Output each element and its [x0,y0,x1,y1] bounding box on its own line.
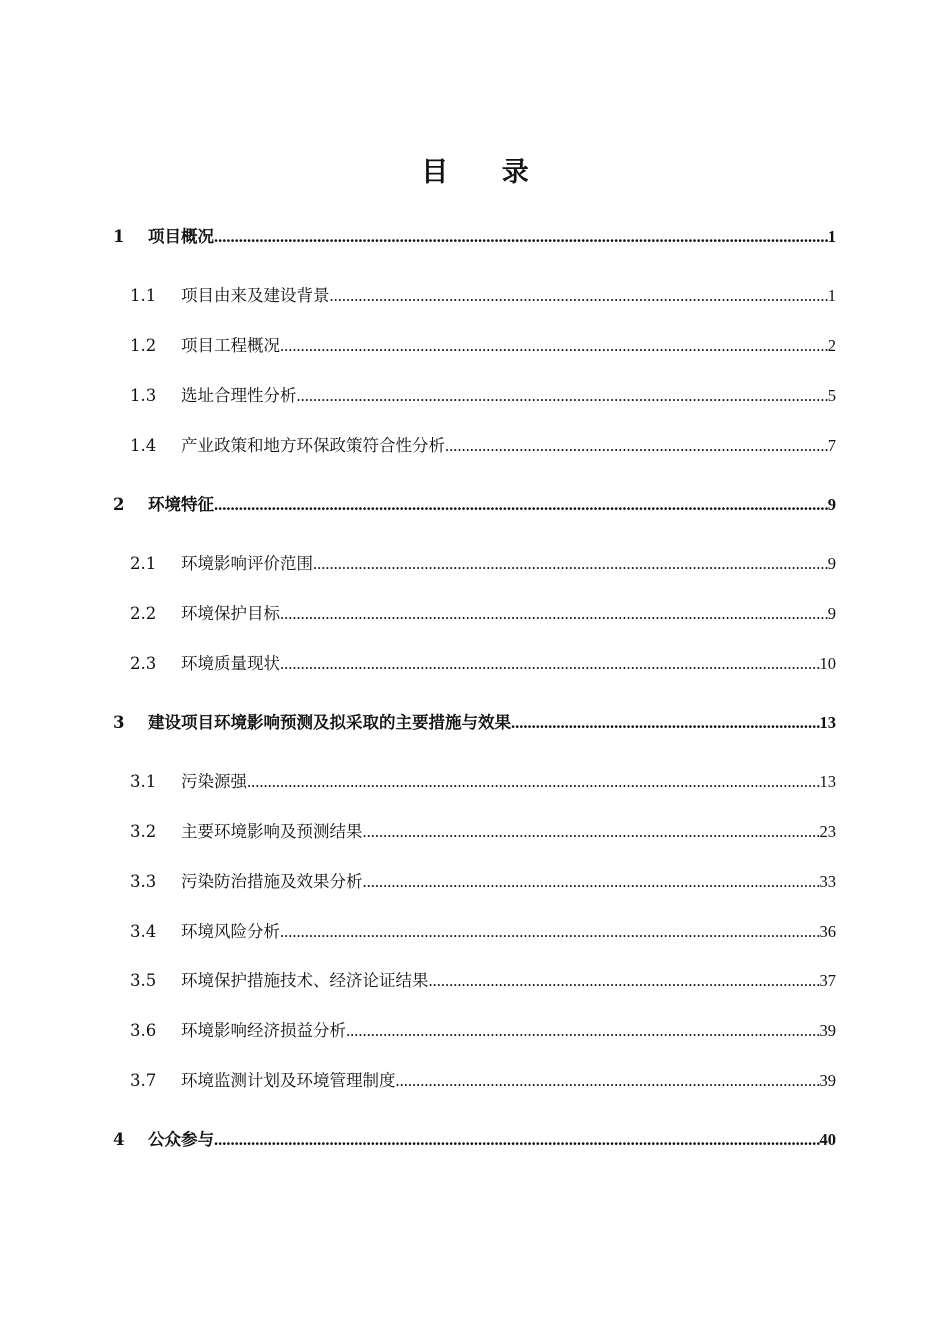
toc-entry-page: 39 [819,1071,836,1090]
toc-entry-label: 产业政策和地方环保政策符合性分析 [181,436,445,455]
toc-entry-number: 3.1 [130,772,157,791]
toc-entry-number: 2 [113,495,125,514]
toc-entry-number: 3.3 [130,872,157,891]
toc-entry[interactable] [113,384,836,408]
toc-entry-number: 1.2 [130,336,157,355]
toc-dot-leader [363,820,820,844]
toc-entry[interactable] [113,652,836,676]
toc-dot-leader [280,652,820,676]
toc-entry-label: 环境监测计划及环境管理制度 [181,1071,396,1090]
toc-entry-label: 建设项目环境影响预测及拟采取的主要措施与效果 [148,713,511,732]
toc-entry-label: 环境影响评价范围 [181,554,313,573]
toc-dot-leader [247,770,820,794]
toc-entry-number: 3.7 [130,1071,157,1090]
toc-entry-label: 项目工程概况 [181,336,280,355]
toc-entry-page: 9 [827,495,836,514]
toc-dot-leader [429,969,820,993]
toc-entry[interactable] [113,1128,836,1152]
toc-dot-leader [214,493,828,517]
toc-entry-number: 1.1 [130,286,157,305]
toc-entry-page: 39 [819,1021,836,1040]
toc-entry-label: 环境风险分析 [181,922,280,941]
toc-entry-number: 3 [113,713,125,732]
toc-entry-label: 环境影响经济损益分析 [181,1021,346,1040]
toc-dot-leader [396,1069,820,1093]
toc-entry[interactable] [113,770,836,794]
toc-entry[interactable] [113,969,836,993]
toc-entry-label: 环境质量现状 [181,654,280,673]
toc-dot-leader [280,920,820,944]
toc-entry-page: 10 [819,654,836,673]
toc-entry[interactable] [113,225,836,249]
toc-entry[interactable] [113,552,836,576]
toc-entry-page: 23 [819,822,836,841]
toc-entry-page: 40 [819,1130,836,1149]
toc-entry-page: 1 [827,286,836,305]
toc-dot-leader [363,870,820,894]
toc-entry-page: 7 [827,436,836,455]
toc-dot-leader [346,1019,820,1043]
toc-entry[interactable] [113,820,836,844]
toc-entry-number: 1.4 [130,436,157,455]
toc-dot-leader [297,384,828,408]
toc-entry-page: 9 [827,554,836,573]
toc-dot-leader [330,284,828,308]
toc-entry[interactable] [113,434,836,458]
toc-entry-page: 5 [827,386,836,405]
toc-entry-page: 9 [827,604,836,623]
toc-dot-leader [214,1128,820,1152]
toc-title: 目 录 [421,157,551,188]
toc-entry-page: 13 [819,772,836,791]
toc-entry-number: 2.1 [130,554,157,573]
toc-entry[interactable] [113,1019,836,1043]
toc-entry[interactable] [113,334,836,358]
toc-entry-page: 33 [819,872,836,891]
toc-entry-page: 1 [827,227,836,246]
toc-entry[interactable] [113,602,836,626]
toc-entry-page: 37 [819,971,836,990]
toc-entry-label: 公众参与 [148,1130,214,1149]
toc-dot-leader [214,225,828,249]
toc-entry[interactable] [113,870,836,894]
toc-entry-label: 污染源强 [181,772,247,791]
toc-dot-leader [511,711,820,735]
toc-entry-page: 13 [819,713,836,732]
toc-entry[interactable] [113,711,836,735]
toc-entry-label: 主要环境影响及预测结果 [181,822,363,841]
toc-entry-label: 项目由来及建设背景 [181,286,330,305]
toc-entry-number: 1 [113,227,125,246]
toc-dot-leader [445,434,828,458]
toc-entry-label: 环境保护措施技术、经济论证结果 [181,971,429,990]
toc-entry-number: 3.6 [130,1021,157,1040]
toc-dot-leader [313,552,828,576]
toc-dot-leader [280,334,828,358]
toc-entry-page: 36 [819,922,836,941]
toc-entry-number: 1.3 [130,386,157,405]
toc-entry-number: 2.3 [130,654,157,673]
toc-entry-label: 污染防治措施及效果分析 [181,872,363,891]
toc-entry-label: 环境保护目标 [181,604,280,623]
toc-entry[interactable] [113,1069,836,1093]
toc-entry-number: 3.5 [130,971,157,990]
toc-entry-label: 环境特征 [148,495,214,514]
toc-entry-number: 3.4 [130,922,157,941]
toc-entry-number: 2.2 [130,604,157,623]
toc-entry-label: 选址合理性分析 [181,386,297,405]
toc-entry-number: 4 [113,1130,125,1149]
toc-entry[interactable] [113,284,836,308]
toc-entry-number: 3.2 [130,822,157,841]
toc-entry-label: 项目概况 [148,227,214,246]
toc-entry[interactable] [113,493,836,517]
toc-dot-leader [280,602,828,626]
toc-entry[interactable] [113,920,836,944]
toc-entry-page: 2 [827,336,836,355]
